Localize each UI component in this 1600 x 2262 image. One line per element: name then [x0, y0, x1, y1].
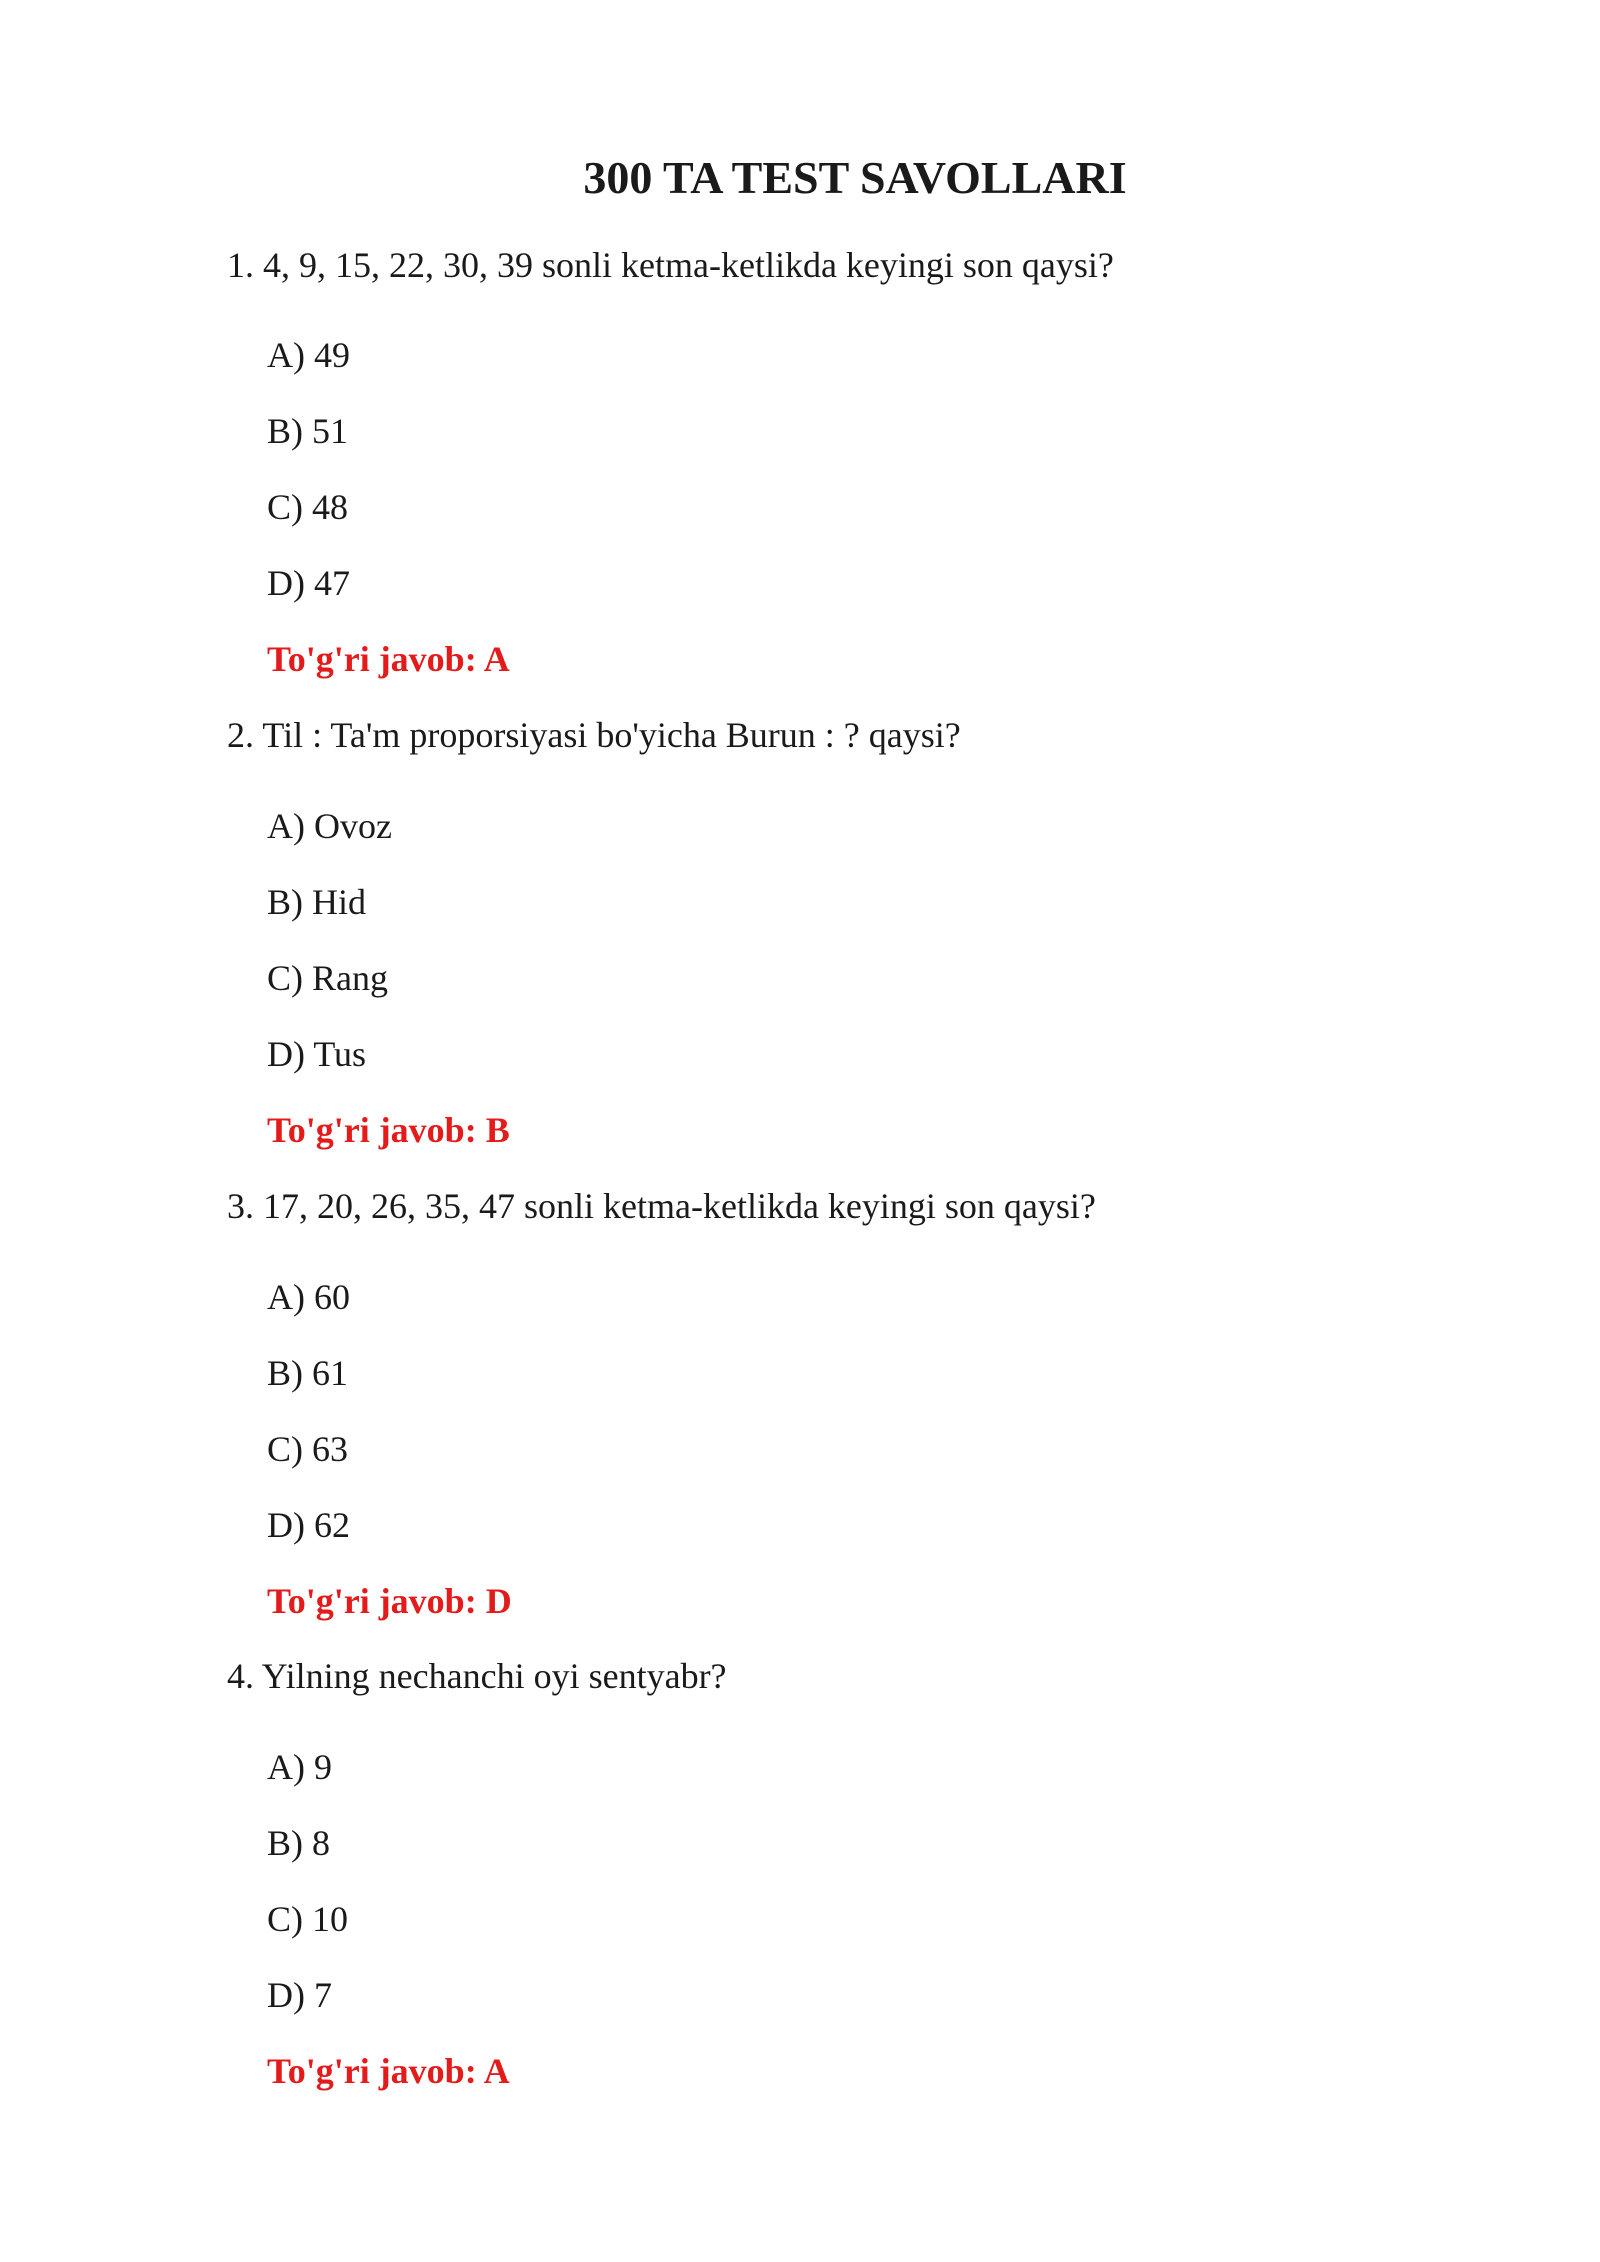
question-2-option-c: C) Rang: [267, 958, 388, 998]
question-3-option-c: C) 63: [267, 1429, 348, 1469]
question-2-option-b: B) Hid: [267, 882, 366, 922]
question-1-option-d: D) 47: [267, 563, 350, 603]
document-title: 300 TA TEST SAVOLLARI: [583, 152, 1127, 203]
question-3-answer: To'g'ri javob: D: [267, 1581, 512, 1621]
question-3-text: 3. 17, 20, 26, 35, 47 sonli ketma-ketlikda keyingi son qaysi?: [227, 1186, 1096, 1226]
question-4-text: 4. Yilning nechanchi oyi sentyabr?: [227, 1656, 727, 1696]
question-4-option-d: D) 7: [267, 1975, 332, 2015]
question-3-option-a: A) 60: [267, 1277, 350, 1317]
question-3-option-b: B) 61: [267, 1353, 348, 1393]
question-1-text: 1. 4, 9, 15, 22, 30, 39 sonli ketma-ketlikda keyingi son qaysi?: [227, 245, 1114, 285]
question-3-option-d: D) 62: [267, 1505, 350, 1545]
question-1-option-a: A) 49: [267, 335, 350, 375]
question-4-option-a: A) 9: [267, 1747, 332, 1787]
question-1-answer: To'g'ri javob: A: [267, 639, 510, 679]
question-4-option-c: C) 10: [267, 1899, 348, 1939]
question-2-option-a: A) Ovoz: [267, 806, 392, 846]
question-4-answer: To'g'ri javob: A: [267, 2051, 510, 2091]
question-4-option-b: B) 8: [267, 1823, 330, 1863]
question-1-option-c: C) 48: [267, 487, 348, 527]
question-2-option-d: D) Tus: [267, 1034, 367, 1074]
question-1-option-b: B) 51: [267, 411, 348, 451]
question-2-answer: To'g'ri javob: B: [267, 1110, 510, 1150]
question-2-text: 2. Til : Ta'm proporsiyasi bo'yicha Burun : ? qaysi?: [227, 715, 961, 755]
